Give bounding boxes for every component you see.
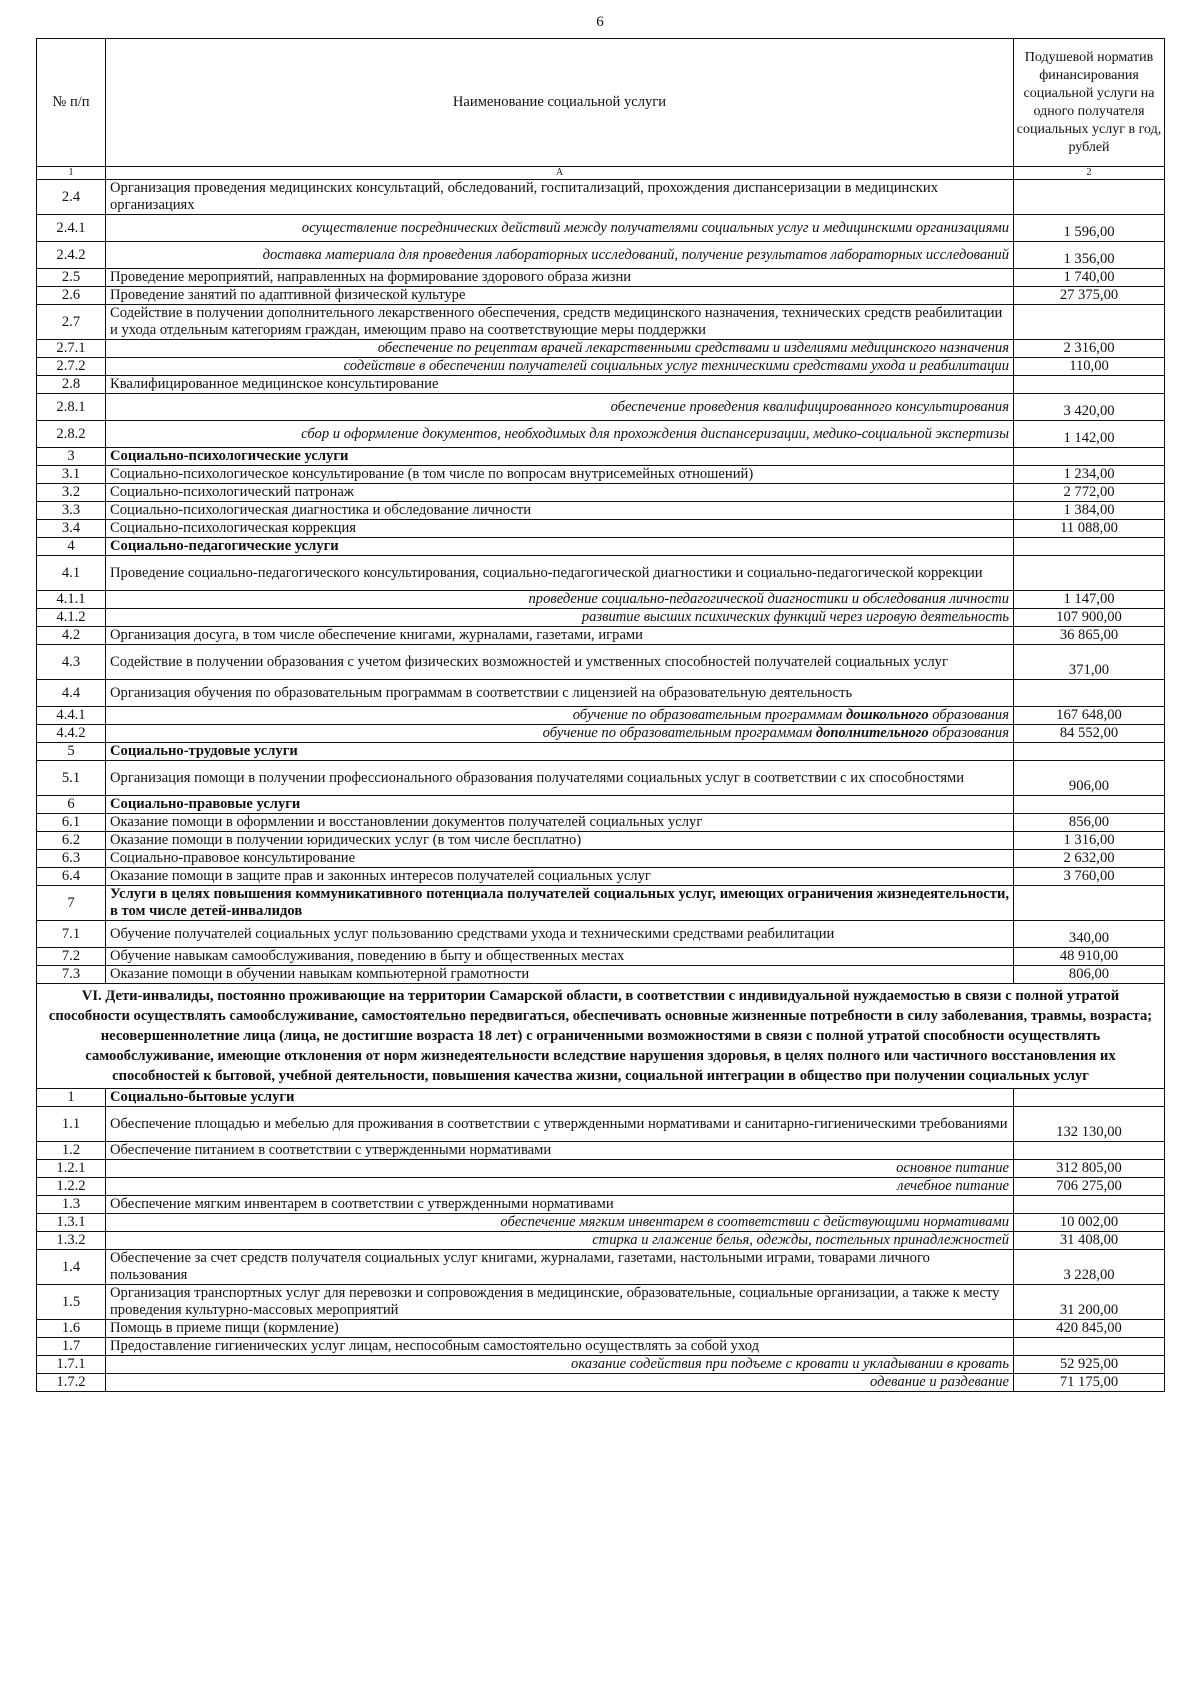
table-row [37, 761, 1165, 796]
table-row [37, 1374, 1165, 1392]
norm-value: 167 648,00 [1014, 707, 1165, 725]
norm-value: 36 865,00 [1014, 627, 1165, 645]
service-name: осуществление посреднических действий между получателями социальных услуг и медицинскими организациями [106, 215, 1014, 242]
service-name: Обеспечение мягким инвентарем в соответствии с утвержденными нормативами [106, 1196, 1014, 1214]
table-row [37, 269, 1165, 287]
norm-value: 1 147,00 [1014, 591, 1165, 609]
row-number: 1.4 [37, 1250, 106, 1285]
row-number: 4.4.2 [37, 725, 106, 743]
norm-value: 1 142,00 [1014, 421, 1165, 448]
row-number: 6.2 [37, 832, 106, 850]
table-row [37, 1178, 1165, 1196]
row-number: 5 [37, 743, 106, 761]
row-number: 1.2.1 [37, 1160, 106, 1178]
table-row [37, 484, 1165, 502]
norm-value: 71 175,00 [1014, 1374, 1165, 1392]
row-number: 3 [37, 448, 106, 466]
table-row [37, 502, 1165, 520]
header-num: № п/п [37, 39, 106, 167]
service-name: доставка материала для проведения лабораторных исследований, получение результатов лабораторных исследований [106, 242, 1014, 269]
norm-value: 312 805,00 [1014, 1160, 1165, 1178]
norm-value: 110,00 [1014, 358, 1165, 376]
row-number: 2.6 [37, 287, 106, 305]
service-name: Оказание помощи в оформлении и восстановлении документов получателей социальных услуг [106, 814, 1014, 832]
service-name-part: образования [928, 725, 1009, 741]
norm-value: 1 596,00 [1014, 215, 1165, 242]
table-row [37, 1285, 1165, 1320]
table-row [37, 627, 1165, 645]
header-norm: Подушевой норматив финансирования социальной услуги на одного получателя социальных услуг в год, рублей [1014, 39, 1165, 167]
row-number: 2.7.2 [37, 358, 106, 376]
row-number: 5.1 [37, 761, 106, 796]
table-row [37, 358, 1165, 376]
service-name: Оказание помощи в получении юридических услуг (в том числе бесплатно) [106, 832, 1014, 850]
norm-value: 806,00 [1014, 966, 1165, 984]
row-number: 2.7 [37, 305, 106, 340]
service-name-part: обучение по образовательным программам [572, 707, 846, 723]
row-number: 2.5 [37, 269, 106, 287]
table-row [37, 645, 1165, 680]
service-name: Обеспечение питанием в соответствии с утвержденными нормативами [106, 1142, 1014, 1160]
table-row [37, 1356, 1165, 1374]
header-service-name: Наименование социальной услуги [106, 39, 1014, 167]
norm-value [1014, 886, 1165, 921]
norm-value: 11 088,00 [1014, 520, 1165, 538]
norm-value [1014, 1196, 1165, 1214]
norm-value [1014, 180, 1165, 215]
row-number: 3.4 [37, 520, 106, 538]
row-number: 6.1 [37, 814, 106, 832]
table-row [37, 1320, 1165, 1338]
service-name: Содействие в получении образования с учетом физических возможностей и умственных способностей получателей социальных услуг [106, 645, 1014, 680]
row-number: 4.2 [37, 627, 106, 645]
table-row [37, 466, 1165, 484]
row-number: 3.2 [37, 484, 106, 502]
table-row [37, 707, 1165, 725]
norm-value: 3 420,00 [1014, 394, 1165, 421]
norm-value [1014, 796, 1165, 814]
table-row [37, 850, 1165, 868]
row-number: 1.5 [37, 1285, 106, 1320]
norm-value: 52 925,00 [1014, 1356, 1165, 1374]
table-row [37, 948, 1165, 966]
norm-value: 107 900,00 [1014, 609, 1165, 627]
table-row [37, 1232, 1165, 1250]
row-number: 7.3 [37, 966, 106, 984]
norm-value: 1 356,00 [1014, 242, 1165, 269]
table-row [37, 287, 1165, 305]
table-row [37, 394, 1165, 421]
service-name: развитие высших психических функций через игровую деятельность [106, 609, 1014, 627]
table-row [37, 1338, 1165, 1356]
table-row [37, 966, 1165, 984]
service-name: Организация проведения медицинских консультаций, обследований, госпитализаций, прохождения диспансеризации в медицинских организациях [106, 180, 1014, 215]
table-row [37, 1250, 1165, 1285]
table-row [37, 520, 1165, 538]
row-number: 3.3 [37, 502, 106, 520]
service-name: Социально-психологическая коррекция [106, 520, 1014, 538]
row-number: 4 [37, 538, 106, 556]
service-name: Социально-бытовые услуги [106, 1089, 1014, 1107]
service-name: Оказание помощи в обучении навыкам компьютерной грамотности [106, 966, 1014, 984]
service-name: Обеспечение площадью и мебелью для проживания в соответствии с утвержденными нормативами и санитарно-гигиеническими требованиями [106, 1107, 1014, 1142]
row-number: 2.4.2 [37, 242, 106, 269]
table-row [37, 180, 1165, 215]
row-number: 7.2 [37, 948, 106, 966]
norm-value [1014, 680, 1165, 707]
page-number: 6 [596, 14, 604, 30]
table-body-part-1 [37, 180, 1165, 984]
service-name: Оказание помощи в защите прав и законных интересов получателей социальных услуг [106, 868, 1014, 886]
services-table [36, 38, 1165, 1392]
section-title: VI. Дети-инвалиды, постоянно проживающие на территории Самарской области, в соответствии с индивидуальной нуждаемостью в связи с полной утратой способности осуществлять самообслуживание, самостоятельно передвигаться, обеспечивать основные жизненные потребности в силу заболевания, травмы, возраста; несовершеннолетние лица (лица, не достигшие возраста 18 лет) с ограниченными возможностями в связи с полной утратой способности осуществлять самообслуживание, имеющие отклонения от норм жизнедеятельности вследствие нарушения здоровья, в целях полного или частичного восстановления их способностей к бытовой, учебной деятельности, повышения качества жизни, социальной интеграции в общество при получении социальных услуг [37, 984, 1165, 1089]
table-row [37, 1089, 1165, 1107]
row-number: 1.7.1 [37, 1356, 106, 1374]
service-name: Социально-психологический патронаж [106, 484, 1014, 502]
table-row [37, 242, 1165, 269]
norm-value [1014, 1338, 1165, 1356]
column-index-row [37, 167, 1165, 180]
norm-value: 906,00 [1014, 761, 1165, 796]
table-header-row [37, 39, 1165, 167]
service-name: одевание и раздевание [106, 1374, 1014, 1392]
row-number: 4.1.2 [37, 609, 106, 627]
service-name: Организация транспортных услуг для перевозки и сопровождения в медицинские, образовательные, социальные организации, а также к месту проведения культурно-массовых мероприятий [106, 1285, 1014, 1320]
service-name: лечебное питание [106, 1178, 1014, 1196]
norm-value: 10 002,00 [1014, 1214, 1165, 1232]
row-number: 6 [37, 796, 106, 814]
row-number: 4.4 [37, 680, 106, 707]
service-name: Организация помощи в получении профессионального образования получателями социальных услуг в соответствии с их способностями [106, 761, 1014, 796]
service-name: Социально-психологическое консультирование (в том числе по вопросам внутрисемейных отношений) [106, 466, 1014, 484]
table-row [37, 305, 1165, 340]
norm-value: 706 275,00 [1014, 1178, 1165, 1196]
service-name: Социально-психологическая диагностика и обследование личности [106, 502, 1014, 520]
norm-value: 2 632,00 [1014, 850, 1165, 868]
norm-value [1014, 1089, 1165, 1107]
service-name: Услуги в целях повышения коммуникативного потенциала получателей социальных услуг, имеющих ограничения жизнедеятельности, в том числе детей-инвалидов [106, 886, 1014, 921]
table-row [37, 591, 1165, 609]
norm-value: 2 772,00 [1014, 484, 1165, 502]
service-name: Предоставление гигиенических услуг лицам, неспособным самостоятельно осуществлять за собой уход [106, 1338, 1014, 1356]
section-vi [37, 984, 1165, 1089]
service-name-part: образования [928, 707, 1009, 723]
table-row [37, 680, 1165, 707]
service-name: обеспечение проведения квалифицированного консультирования [106, 394, 1014, 421]
service-name: Проведение мероприятий, направленных на формирование здорового образа жизни [106, 269, 1014, 287]
row-number: 1.2 [37, 1142, 106, 1160]
service-name-part: обучение по образовательным программам [542, 725, 816, 741]
norm-value [1014, 448, 1165, 466]
norm-value [1014, 1142, 1165, 1160]
table-row [37, 743, 1165, 761]
section-title-row [37, 984, 1165, 1089]
service-name: Социально-психологические услуги [106, 448, 1014, 466]
service-name: Помощь в приеме пищи (кормление) [106, 1320, 1014, 1338]
table-row [37, 448, 1165, 466]
norm-value: 1 740,00 [1014, 269, 1165, 287]
row-number: 1.6 [37, 1320, 106, 1338]
norm-value: 3 760,00 [1014, 868, 1165, 886]
norm-value [1014, 556, 1165, 591]
row-number: 3.1 [37, 466, 106, 484]
table-row [37, 609, 1165, 627]
column-index-a: А [106, 167, 1014, 180]
table-row [37, 421, 1165, 448]
service-name: Обеспечение за счет средств получателя социальных услуг книгами, журналами, газетами, настольными играми, товарами личного пользования [106, 1250, 1014, 1285]
norm-value [1014, 538, 1165, 556]
table-row [37, 340, 1165, 358]
norm-value: 420 845,00 [1014, 1320, 1165, 1338]
table-body-part-2 [37, 1089, 1165, 1392]
row-number: 1 [37, 1089, 106, 1107]
table-row [37, 832, 1165, 850]
norm-value: 1 384,00 [1014, 502, 1165, 520]
service-name: Проведение социально-педагогического консультирования, социально-педагогической диагностики и социально-педагогической коррекции [106, 556, 1014, 591]
norm-value: 31 408,00 [1014, 1232, 1165, 1250]
table-row [37, 725, 1165, 743]
row-number: 1.2.2 [37, 1178, 106, 1196]
service-name: обеспечение мягким инвентарем в соответствии с действующими нормативами [106, 1214, 1014, 1232]
row-number: 7.1 [37, 921, 106, 948]
service-name: оказание содействия при подъеме с кровати и укладывании в кровать [106, 1356, 1014, 1374]
service-name: Обучение навыкам самообслуживания, поведению в быту и общественных местах [106, 948, 1014, 966]
row-number: 4.4.1 [37, 707, 106, 725]
service-name: Социально-трудовые услуги [106, 743, 1014, 761]
column-index-2: 2 [1014, 167, 1165, 180]
row-number: 2.8.1 [37, 394, 106, 421]
service-name: Проведение занятий по адаптивной физической культуре [106, 287, 1014, 305]
service-name: содействие в обеспечении получателей социальных услуг техническими средствами ухода и реабилитации [106, 358, 1014, 376]
norm-value [1014, 743, 1165, 761]
row-number: 1.7 [37, 1338, 106, 1356]
row-number: 4.3 [37, 645, 106, 680]
service-name-emphasis: дошкольного [845, 707, 929, 723]
norm-value: 84 552,00 [1014, 725, 1165, 743]
table-row [37, 538, 1165, 556]
norm-value: 132 130,00 [1014, 1107, 1165, 1142]
service-name [106, 707, 1014, 725]
service-name: обеспечение по рецептам врачей лекарственными средствами и изделиями медицинского назначения [106, 340, 1014, 358]
row-number: 1.3.1 [37, 1214, 106, 1232]
table-row [37, 1214, 1165, 1232]
row-number: 6.4 [37, 868, 106, 886]
norm-value: 1 234,00 [1014, 466, 1165, 484]
norm-value [1014, 376, 1165, 394]
row-number: 1.3.2 [37, 1232, 106, 1250]
table-row [37, 556, 1165, 591]
norm-value: 27 375,00 [1014, 287, 1165, 305]
table-row [37, 886, 1165, 921]
table-row [37, 868, 1165, 886]
service-name: сбор и оформление документов, необходимых для прохождения диспансеризации, медико-социальной экспертизы [106, 421, 1014, 448]
table-row [37, 796, 1165, 814]
table-row [37, 1196, 1165, 1214]
service-name: Организация обучения по образовательным программам в соответствии с лицензией на образовательную деятельность [106, 680, 1014, 707]
norm-value: 48 910,00 [1014, 948, 1165, 966]
service-name: Социально-педагогические услуги [106, 538, 1014, 556]
norm-value [1014, 305, 1165, 340]
service-name-emphasis: дополнительного [815, 725, 929, 741]
norm-value: 340,00 [1014, 921, 1165, 948]
row-number: 2.4.1 [37, 215, 106, 242]
service-name: основное питание [106, 1160, 1014, 1178]
service-name: Социально-правовое консультирование [106, 850, 1014, 868]
table-row [37, 814, 1165, 832]
service-name: стирка и глажение белья, одежды, постельных принадлежностей [106, 1232, 1014, 1250]
row-number: 7 [37, 886, 106, 921]
column-index-1: 1 [37, 167, 106, 180]
norm-value: 856,00 [1014, 814, 1165, 832]
table-row [37, 215, 1165, 242]
row-number: 2.4 [37, 180, 106, 215]
row-number: 2.8.2 [37, 421, 106, 448]
norm-value: 371,00 [1014, 645, 1165, 680]
row-number: 1.7.2 [37, 1374, 106, 1392]
service-name: Содействие в получении дополнительного лекарственного обеспечения, средств медицинского назначения, технических средств реабилитации и ухода отдельным категориям граждан, имеющим право на соответствующие меры поддержки [106, 305, 1014, 340]
row-number: 1.3 [37, 1196, 106, 1214]
row-number: 4.1.1 [37, 591, 106, 609]
norm-value: 3 228,00 [1014, 1250, 1165, 1285]
norm-value: 2 316,00 [1014, 340, 1165, 358]
row-number: 6.3 [37, 850, 106, 868]
table-row [37, 1107, 1165, 1142]
table-row [37, 1160, 1165, 1178]
row-number: 4.1 [37, 556, 106, 591]
table-row [37, 921, 1165, 948]
norm-value: 31 200,00 [1014, 1285, 1165, 1320]
service-name [106, 725, 1014, 743]
table-row [37, 376, 1165, 394]
row-number: 2.8 [37, 376, 106, 394]
row-number: 2.7.1 [37, 340, 106, 358]
service-name: Квалифицированное медицинское консультирование [106, 376, 1014, 394]
row-number: 1.1 [37, 1107, 106, 1142]
service-name: Социально-правовые услуги [106, 796, 1014, 814]
service-name: Организация досуга, в том числе обеспечение книгами, журналами, газетами, играми [106, 627, 1014, 645]
service-name: Обучение получателей социальных услуг пользованию средствами ухода и техническими средствами реабилитации [106, 921, 1014, 948]
service-name: проведение социально-педагогической диагностики и обследования личности [106, 591, 1014, 609]
norm-value: 1 316,00 [1014, 832, 1165, 850]
table-row [37, 1142, 1165, 1160]
